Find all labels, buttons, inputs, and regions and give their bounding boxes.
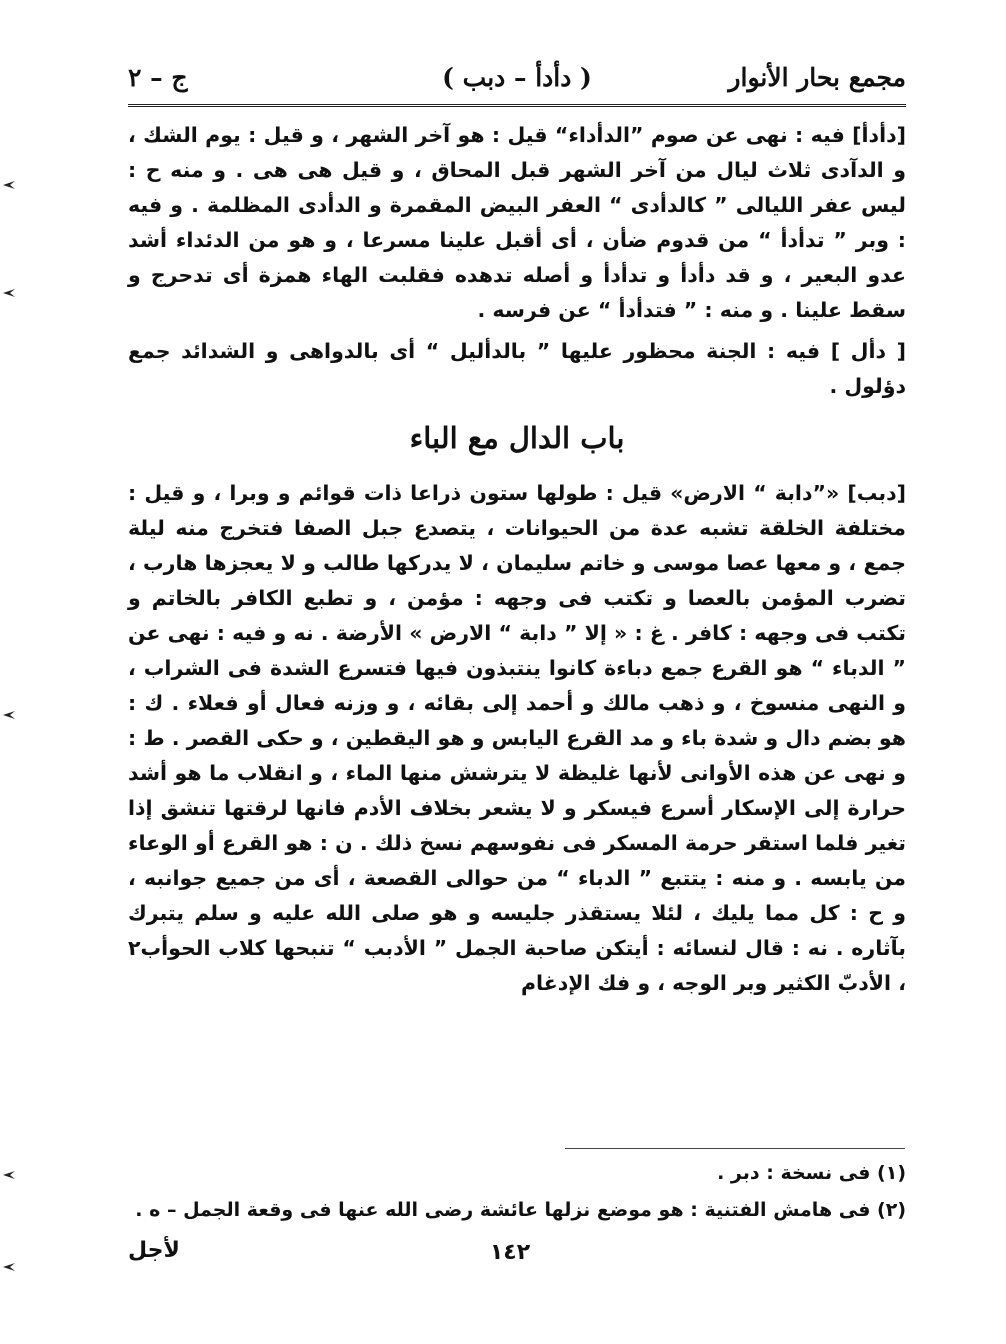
page-number: ١٤٢ <box>489 1240 531 1265</box>
footnote-rule <box>565 1148 905 1149</box>
running-header <box>128 58 906 102</box>
header-rule <box>128 104 906 107</box>
binding-mark-icon <box>2 708 16 722</box>
binding-mark-icon <box>2 286 16 300</box>
binding-mark-icon <box>2 1168 16 1182</box>
catchword: لأجل <box>128 1238 180 1263</box>
book-title: مجمع بحار الأنوار <box>728 63 906 92</box>
section-range: ( دأدأ – دبب ) <box>442 63 592 92</box>
main-text <box>128 118 906 1007</box>
footnotes <box>128 1155 906 1229</box>
binding-mark-icon <box>2 1260 16 1274</box>
dictionary-entry-da-da: [دأدأ] فيه : نهى عن صوم ”الدأداء“ قيل : هو آخر الشهر ، و قيل : يوم الشك ، و الدآدى ثلاث ليال من آخر الشهر قبل المحاق ، و قيل هى هى . و منه ح : ليس عفر الليالى ” كالدأدى “ العفر البيض المقمرة و الدأدى المظلمة . و فيه : وبر ” تدأدأ “ من قدوم ضأن ، أى أقبل علينا مسرعا ، و هو من الدئداء أشد عدو البعير ، و قد دأدأ و تدأدأ و أصله تدهده فقلبت الهاء همزة أى تدحرج و سقط علينا . و منه : ” فتدأدأ “ عن فرسه . <box>128 123 906 322</box>
volume-label: ج – ٢ <box>128 63 188 92</box>
footnote-1: (١) فى نسخة : دبر . <box>717 1162 906 1184</box>
footnote-2: (٢) فى هامش الفتنية : هو موضع نزلها عائشة رضى الله عنها فى وقعة الجمل – ه . <box>135 1199 906 1221</box>
dictionary-entry-da-la: [ دأل ] فيه : الجنة محظور عليها ” بالدأليل “ أى بالدواهى و الشدائد جمع دؤلول . <box>128 339 906 398</box>
binding-mark-icon <box>2 178 16 192</box>
dictionary-entry-dabba: [دبب] «”دابة “ الارض» قيل : طولها ستون ذراعا ذات قوائم و وبرا ، و قيل : مختلفة الخلقة تشبه عدة من الحيوانات ، يتصدع جبل الصفا فتخرج منه ليلة جمع ، و معها عصا موسى و خاتم سليمان ، لا يدركها طالب و لا يعجزها هارب ، تضرب المؤمن بالعصا و تكتب فى وجهه : مؤمن ، و تطبع الكافر بالخاتم و تكتب فى وجهه : كافر . غ : « إلا ” دابة “ الارض » الأرضة . نه و فيه : نهى عن ” الدباء “ هو القرع جمع دباءة كانوا ينتبذون فيها فتسرع الشدة فى الشراب ، و النهى منسوخ ، و ذهب مالك و أحمد إلى بقائه ، و وزنه فعال أو فعلاء . ك : هو بضم دال و شدة باء و مد القرع اليابس و هو اليقطين ، و حكى القصر . ط : و نهى عن هذه الأوانى لأنها غليظة لا يترشش منها الماء ، و انقلاب ما هو أشد حرارة إلى الإسكار أسرع فيسكر و لا يشعر بخلاف الأدم فانها لرقتها تنشق إذا تغير فلما استقر حرمة المسكر فى نفوسهم نسخ ذلك . ن : هو القرع أو الوعاء من يابسه . و منه : يتتبع ” الدباء “ من حوالى القصعة ، أى من جميع جوانبه ، و ح : كل مما يليك ، لئلا يستقذر جليسه و هو صلى الله عليه و سلم يتبرك بآثاره . نه : قال لنسائه : أيتكن صاحبة الجمل ” الأدبب “ تنبحها كلاب الحوأب٢ ، الأدبّ الكثير وبر الوجه ، و فك الإدغام <box>128 481 906 995</box>
chapter-title: باب الدال مع الباء <box>409 421 625 455</box>
